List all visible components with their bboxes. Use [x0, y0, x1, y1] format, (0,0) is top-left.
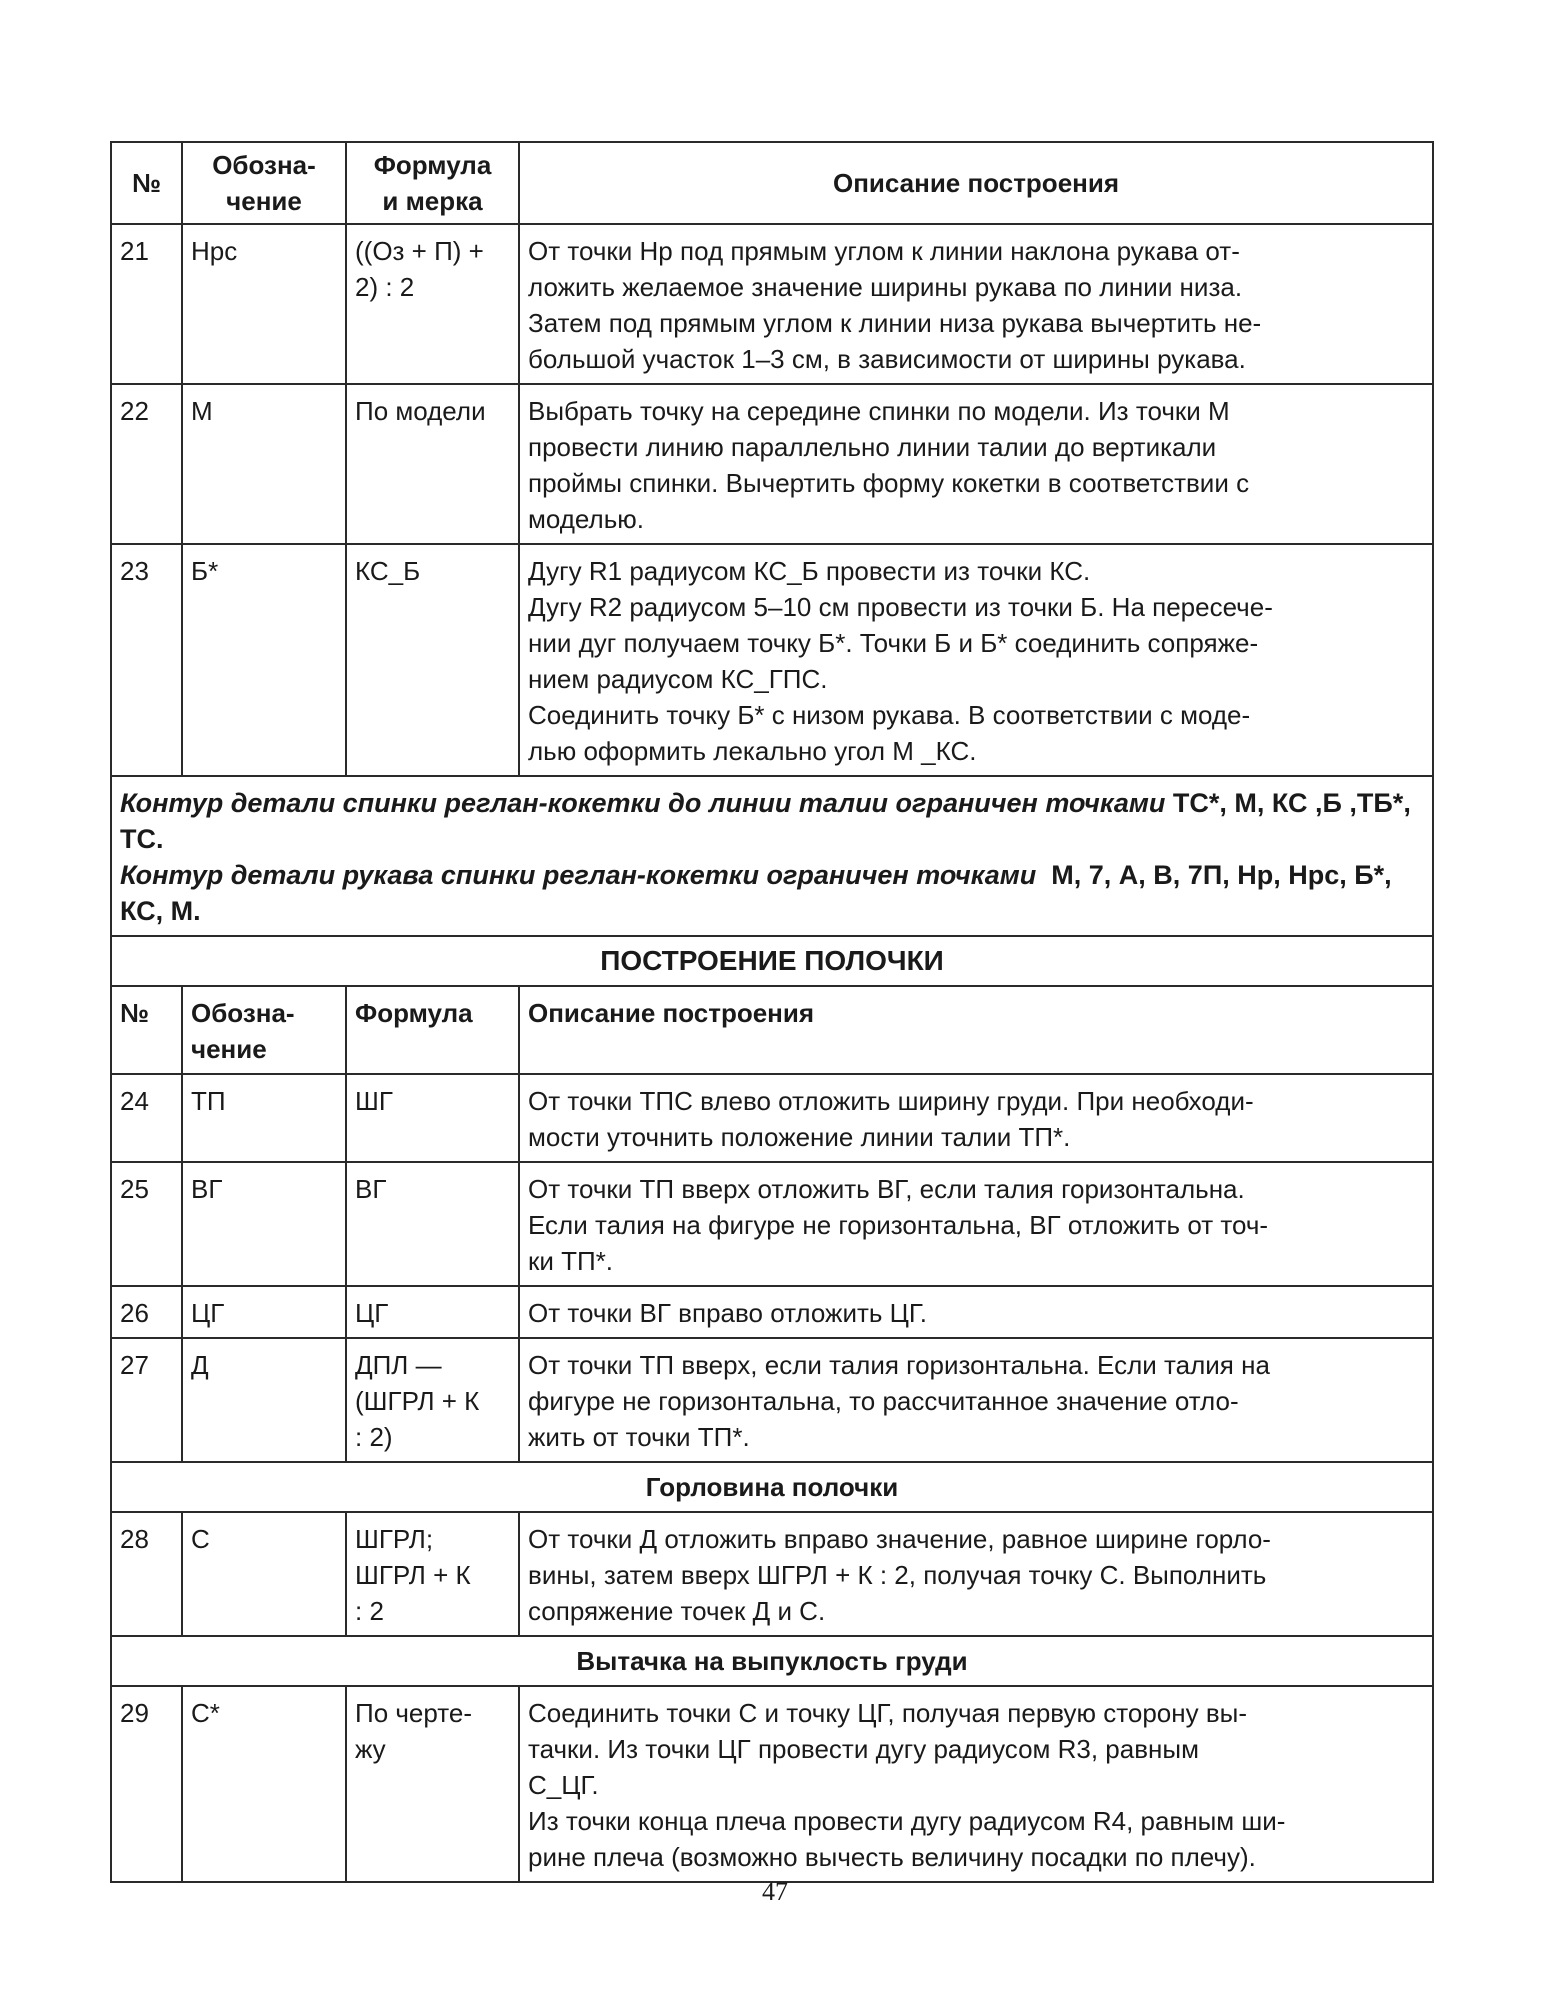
- contour-summary: [111, 776, 1433, 936]
- table-row: [111, 224, 1433, 384]
- row-formula: КС_Б: [346, 544, 519, 776]
- row-number: 28: [111, 1512, 182, 1636]
- construction-table: [110, 141, 1434, 1883]
- row-designation: Д: [182, 1338, 346, 1462]
- row-description: [519, 1074, 1433, 1162]
- row-number: 29: [111, 1686, 182, 1882]
- table-header-row: [111, 142, 1433, 224]
- row-designation: М: [182, 384, 346, 544]
- table-row: [111, 384, 1433, 544]
- row-number: 22: [111, 384, 182, 544]
- header-number: №: [111, 986, 182, 1074]
- description-line: проймы спинки. Вычертить форму кокетки в соответствии с: [528, 468, 1250, 498]
- row-formula: ДПЛ — (ШГРЛ + К : 2): [346, 1338, 519, 1462]
- contour-summary-row: [111, 776, 1433, 936]
- description-line: Из точки конца плеча провести дугу радиусом R4, равным ши-: [528, 1806, 1286, 1836]
- row-description: [519, 224, 1433, 384]
- header-description: Описание построения: [519, 142, 1433, 224]
- row-description: [519, 1512, 1433, 1636]
- description-line: Затем под прямым углом к линии низа рукава вычертить не-: [528, 308, 1262, 338]
- description-line: От точки Нр под прямым углом к линии наклона рукава от-: [528, 236, 1240, 266]
- table-row: [111, 1686, 1433, 1882]
- description-line: сопряжение точек Д и С.: [528, 1596, 826, 1626]
- description-line: нии дуг получаем точку Б*. Точки Б и Б* соединить сопряже-: [528, 628, 1259, 658]
- description-line: От точки Д отложить вправо значение, равное ширине горло-: [528, 1524, 1271, 1554]
- description-line: Соединить точку Б* с низом рукава. В соответствии с моде-: [528, 700, 1251, 730]
- page-number: 47: [762, 1877, 788, 1906]
- table-row: [111, 1512, 1433, 1636]
- header-description: Описание построения: [519, 986, 1433, 1074]
- table-row: [111, 1286, 1433, 1338]
- description-line: От точки ТП вверх, если талия горизонтальна. Если талия на: [528, 1350, 1270, 1380]
- row-designation: ВГ: [182, 1162, 346, 1286]
- row-designation: Нрс: [182, 224, 346, 384]
- row-description: [519, 1338, 1433, 1462]
- description-line: Дугу R1 радиусом КС_Б провести из точки КС.: [528, 556, 1091, 586]
- section-front-heading: ПОСТРОЕНИЕ ПОЛОЧКИ: [111, 936, 1433, 986]
- row-number: 27: [111, 1338, 182, 1462]
- contour-sleeve-text: Контур детали рукава спинки реглан-кокетки ограничен точками: [120, 860, 1037, 890]
- description-line: От точки ТП вверх отложить ВГ, если талия горизонтальна.: [528, 1174, 1245, 1204]
- row-description: [519, 1686, 1433, 1882]
- section-neck-heading: Горловина полочки: [111, 1462, 1433, 1512]
- section-heading-row: [111, 1462, 1433, 1512]
- description-line: Соединить точки С и точку ЦГ, получая первую сторону вы-: [528, 1698, 1247, 1728]
- description-line: С_ЦГ.: [528, 1770, 599, 1800]
- row-description: [519, 384, 1433, 544]
- description-line: Дугу R2 радиусом 5–10 см провести из точки Б. На пересече-: [528, 592, 1273, 622]
- row-number: 23: [111, 544, 182, 776]
- row-designation: С: [182, 1512, 346, 1636]
- description-line: рине плеча (возможно вычесть величину посадки по плечу).: [528, 1842, 1256, 1872]
- contour-back-points: ТС*, М, КС ,Б ,ТБ*, ТС.: [120, 788, 1411, 854]
- header-formula: Формула и мерка: [346, 142, 519, 224]
- description-line: фигуре не горизонтальна, то рассчитанное значение отло-: [528, 1386, 1239, 1416]
- row-number: 21: [111, 224, 182, 384]
- table-row: [111, 544, 1433, 776]
- row-description: [519, 1286, 1433, 1338]
- header-number: №: [111, 142, 182, 224]
- row-formula: По модели: [346, 384, 519, 544]
- description-line: большой участок 1–3 см, в зависимости от ширины рукава.: [528, 344, 1246, 374]
- row-designation: С*: [182, 1686, 346, 1882]
- header-designation: Обозна- чение: [182, 142, 346, 224]
- description-line: Если талия на фигуре не горизонтальна, ВГ отложить от точ-: [528, 1210, 1269, 1240]
- description-line: провести линию параллельно линии талии до вертикали: [528, 432, 1217, 462]
- description-line: нием радиусом КС_ГПС.: [528, 664, 828, 694]
- header-designation: Обозна- чение: [182, 986, 346, 1074]
- table-row: [111, 1338, 1433, 1462]
- table-row: [111, 1074, 1433, 1162]
- description-line: От точки ТПС влево отложить ширину груди. При необходи-: [528, 1086, 1254, 1116]
- row-designation: ЦГ: [182, 1286, 346, 1338]
- row-formula: ШГ: [346, 1074, 519, 1162]
- row-formula: ШГРЛ; ШГРЛ + К : 2: [346, 1512, 519, 1636]
- row-designation: Б*: [182, 544, 346, 776]
- contour-back: [120, 785, 1424, 857]
- row-number: 24: [111, 1074, 182, 1162]
- row-number: 25: [111, 1162, 182, 1286]
- row-description: [519, 544, 1433, 776]
- description-line: лью оформить лекально угол М _КС.: [528, 736, 977, 766]
- description-line: мости уточнить положение линии талии ТП*.: [528, 1122, 1071, 1152]
- row-number: 26: [111, 1286, 182, 1338]
- section-heading-row: [111, 936, 1433, 986]
- row-designation: ТП: [182, 1074, 346, 1162]
- contour-sleeve-points: М, 7, А, В, 7П, Нр, Нрс, Б*, КС, М.: [120, 860, 1400, 926]
- description-line: моделью.: [528, 504, 644, 534]
- section-dart-heading: Вытачка на выпуклость груди: [111, 1636, 1433, 1686]
- description-line: тачки. Из точки ЦГ провести дугу радиусом R3, равным: [528, 1734, 1199, 1764]
- row-formula: ВГ: [346, 1162, 519, 1286]
- table-row: [111, 1162, 1433, 1286]
- contour-back-text: Контур детали спинки реглан-кокетки до линии талии ограничен точками: [120, 788, 1166, 818]
- table-header-row: [111, 986, 1433, 1074]
- description-line: От точки ВГ вправо отложить ЦГ.: [528, 1298, 928, 1328]
- row-formula: По черте- жу: [346, 1686, 519, 1882]
- description-line: Выбрать точку на середине спинки по модели. Из точки М: [528, 396, 1230, 426]
- contour-sleeve: [120, 857, 1424, 929]
- description-line: ложить желаемое значение ширины рукава по линии низа.: [528, 272, 1243, 302]
- header-formula: Формула: [346, 986, 519, 1074]
- row-formula: ((Оз + П) + 2) : 2: [346, 224, 519, 384]
- row-formula: ЦГ: [346, 1286, 519, 1338]
- row-description: [519, 1162, 1433, 1286]
- section-heading-row: [111, 1636, 1433, 1686]
- description-line: вины, затем вверх ШГРЛ + К : 2, получая точку С. Выполнить: [528, 1560, 1267, 1590]
- description-line: жить от точки ТП*.: [528, 1422, 750, 1452]
- description-line: ки ТП*.: [528, 1246, 614, 1276]
